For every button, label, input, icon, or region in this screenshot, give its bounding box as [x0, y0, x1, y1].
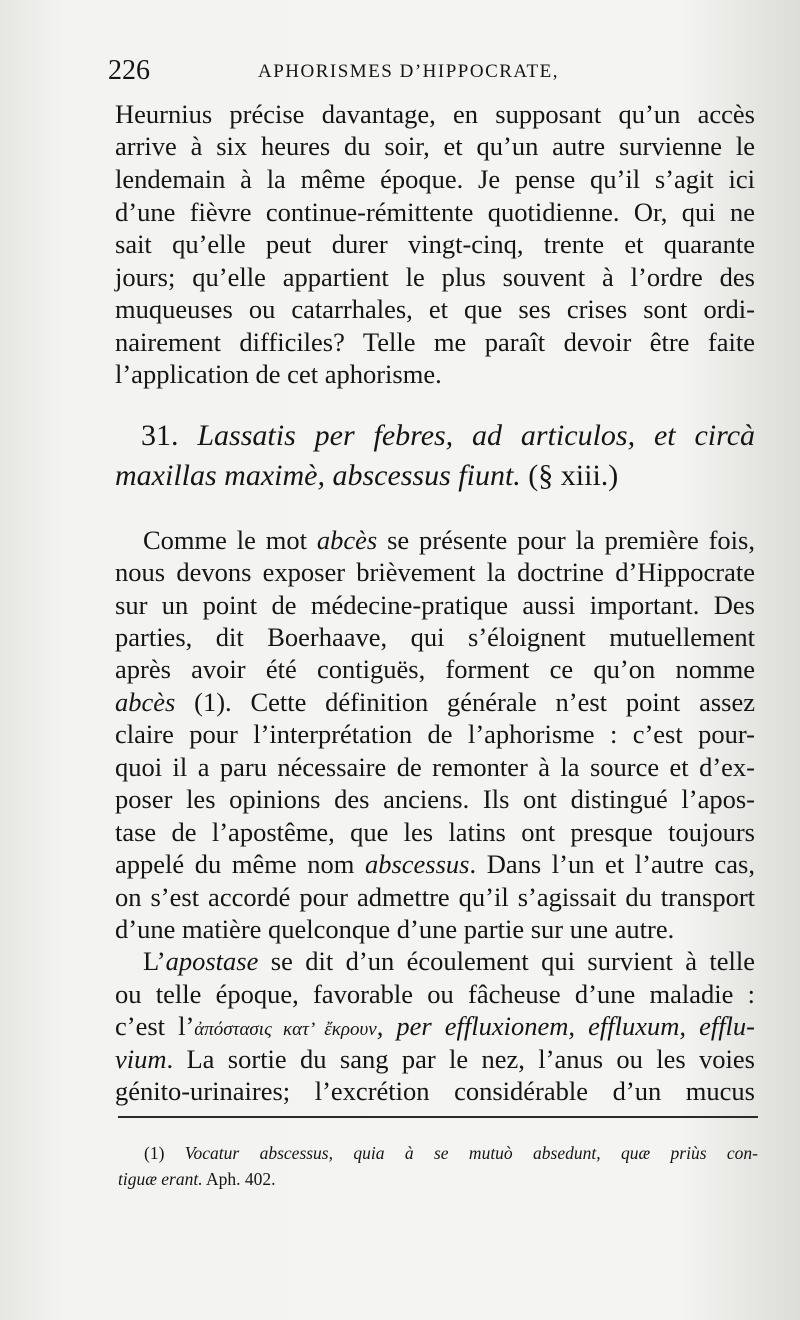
- p3-l1-em: apostase: [165, 946, 259, 976]
- p2-l1-post: se présente pour la première fois,: [377, 525, 755, 555]
- p3-l3-greek: ἀπόστασις κατ’ ἔκρουν: [194, 1019, 377, 1040]
- p3-l3-pre: c’est l’: [115, 1011, 195, 1041]
- p1-line-8: nairement difficiles? Telle me paraît devoir être faite: [115, 327, 755, 357]
- footnote-text-2: tiguæ erant.: [118, 1169, 203, 1189]
- p2-line-9: poser les opinions des anciens. Ils ont distingué l’apos-: [115, 784, 755, 814]
- p1-line-5: sait qu’elle peut durer vingt-cinq, trente et quarante: [115, 229, 755, 259]
- p3-line-1: [115, 945, 755, 977]
- p2-l11-post: . Dans l’un et l’autre cas,: [469, 849, 755, 879]
- p1-line-1: Heurnius précise davantage, en supposant qu’un accès: [115, 99, 755, 129]
- aphorism-text-1: Lassatis per febres, ad articulos, et circà: [197, 419, 756, 452]
- p3-l4-em: vium: [115, 1044, 167, 1074]
- p2-l1-pre: Comme le mot: [143, 525, 317, 555]
- page-header: [108, 55, 758, 91]
- p3-l1-pre: L’: [143, 946, 166, 976]
- p1-line-2: arrive à six heures du soir, et qu’un autre survienne le: [115, 131, 755, 161]
- p2-line-1: [115, 524, 755, 556]
- p2-line-13: d’une matière quelconque d’une partie sur une autre.: [115, 914, 675, 944]
- footnote-marker: (1): [144, 1143, 165, 1163]
- aphorism-line-1: [115, 418, 755, 454]
- p2-line-8: quoi il a paru nécessaire de remonter à la source et d’ex-: [115, 752, 755, 782]
- p1-line-4: d’une fièvre continue-rémittente quotidienne. Or, qui ne: [115, 197, 755, 227]
- p2-line-6: [115, 686, 755, 718]
- p3-l3-em: , per effluxionem, effluxum, efflu-: [376, 1011, 755, 1041]
- p2-line-2: nous devons exposer brièvement la doctrine d’Hippocrate: [115, 557, 755, 587]
- p2-l11-em: abscessus: [364, 849, 470, 879]
- p3-l1-post: se dit d’un écoulement qui survient à telle: [258, 946, 755, 976]
- aphorism-text-2: maxillas maximè, abscessus fiunt.: [115, 459, 521, 492]
- p2-line-5: après avoir été contiguës, forment ce qu’on nomme: [115, 654, 755, 684]
- p2-line-4: parties, dit Boerhaave, qui s’éloignent mutuellement: [115, 622, 755, 652]
- p3-line-4: [115, 1043, 755, 1075]
- p2-line-7: claire pour l’interprétation de l’aphorisme : c’est pour-: [115, 719, 755, 749]
- p2-l11-pre: appelé du même nom: [115, 849, 365, 879]
- p3-line-5: génito-urinaires; l’excrétion considérable d’un mucus: [115, 1076, 755, 1106]
- p2-l1-em: abcès: [316, 525, 378, 555]
- p2-line-12: on s’est accordé pour admettre qu’il s’agissait du transport: [115, 882, 755, 912]
- p1-line-6: jours; qu’elle appartient le plus souvent à l’ordre des: [115, 262, 755, 292]
- p2-l6-post: (1). Cette définition générale n’est point assez: [175, 687, 755, 717]
- p3-line-2: ou telle époque, favorable ou fâcheuse d’une maladie :: [115, 979, 755, 1009]
- p1-line-9: l’application de cet aphorisme.: [115, 359, 442, 389]
- p1-line-7: muqueuses ou catarrhales, et que ses crises sont ordi-: [115, 294, 755, 324]
- footnote-citation: Aph. 402.: [202, 1169, 276, 1189]
- p3-line-3: [115, 1010, 755, 1042]
- p2-line-10: tase de l’apostême, que les latins ont presque toujours: [115, 817, 755, 847]
- p1-line-3: lendemain à la même époque. Je pense qu’il s’agit ici: [115, 164, 755, 194]
- p2-line-3: sur un point de médecine-pratique aussi important. Des: [115, 590, 755, 620]
- page-number: 226: [108, 55, 150, 86]
- running-title: APHORISMES D’HIPPOCRATE,: [258, 61, 559, 82]
- footnote-line-1: [118, 1140, 758, 1166]
- footnote-text-1: Vocatur abscessus, quia à se mutuò absedunt, quæ priùs con-: [184, 1143, 758, 1163]
- footnote-line-2: [118, 1166, 758, 1192]
- p2-l6-em: abcès: [115, 687, 176, 717]
- p2-line-11: [115, 848, 755, 880]
- footnote-rule: [118, 1116, 758, 1118]
- aphorism-line-2: [115, 458, 755, 494]
- aphorism-number: 31.: [141, 419, 179, 452]
- aphorism-reference: (§ xiii.): [528, 459, 619, 492]
- p3-l4-post: . La sortie du sang par le nez, l’anus ou les voies: [166, 1044, 755, 1074]
